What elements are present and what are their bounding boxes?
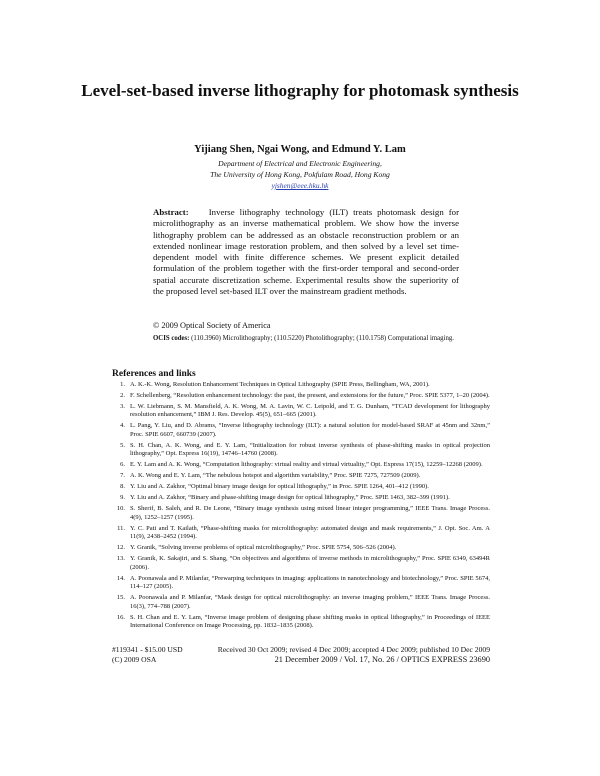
ocis-label: OCIS codes: (153, 335, 190, 342)
reference-text: A. K.-K. Wong, Resolution Enhancement Techniques in Optical Lithography (SPIE Press, Bellingham, WA, 2001). (130, 381, 430, 388)
reference-text: A. Poonawala and P. Milanfar, “Mask design for optical microlithography: an inverse imaging problem,” IEEE Trans. Image Process. 16(3), 774–788 (2007). (130, 594, 490, 610)
reference-text: S. Sherif, B. Saleh, and R. De Leone, “Binary image synthesis using mixed linear integer programming,” IEEE Trans. Image Process. 4(9), 1252–1257 (1995). (130, 505, 490, 521)
reference-number: 6. (120, 461, 125, 469)
reference-text: A. Poonawala and P. Milanfar, “Prewarping techniques in imaging: applications in nanotechnology and biotechnology,” Proc. SPIE 5674, 114–127 (2005). (130, 574, 490, 591)
footer-history: Received 30 Oct 2009; revised 4 Dec 2009; accepted 4 Dec 2009; published 10 Dec 2009 (217, 645, 490, 654)
reference-text: E. Y. Lam and A. K. Wong, “Computation lithography: virtual reality and virtual virtuality,” Opt. Express 17(15), 12259–12268 (2009). (130, 461, 483, 469)
reference-number: 12. (116, 544, 125, 552)
reference-number: 1. (120, 381, 125, 388)
affiliation-line-2: The University of Hong Kong, Pokfulam Road, Hong Kong (210, 169, 390, 179)
reference-item (112, 594, 490, 611)
page-footer (112, 645, 490, 665)
reference-item (112, 403, 490, 420)
reference-text: Y. Granik, “Solving inverse problems of optical microlithography,” Proc. SPIE 5754, 506–526 (2004). (130, 544, 397, 552)
reference-number: 9. (120, 494, 125, 502)
reference-item (112, 505, 490, 522)
footer-price: #119341 - $15.00 USD (112, 645, 183, 654)
author-list: Yijiang Shen, Ngai Wong, and Edmund Y. Lam (194, 144, 406, 155)
reference-number: 14. (116, 574, 125, 582)
reference-item (112, 422, 490, 439)
abstract-label: Abstract: (153, 207, 189, 217)
reference-item (112, 555, 490, 572)
reference-number: 4. (120, 422, 125, 430)
reference-number: 2. (120, 392, 125, 399)
reference-text: Y. Granik, K. Sakajiri, and S. Shang, “On objectives and algorithms of inverse methods in microlithography,” Proc. SPIE 6349, 63494R (2006). (130, 555, 490, 571)
affiliation-line-1: Department of Electrical and Electronic Engineering, (218, 159, 382, 168)
reference-text: L. Pang, Y. Liu, and D. Abrams, “Inverse lithography technology (ILT): a natural solution for model-based SRAF at 45nm and 32nm,” Proc. SPIE 6607, 660739 (2007). (130, 422, 490, 438)
reference-number: 7. (120, 472, 125, 480)
reference-number: 11. (117, 524, 125, 532)
footer-copyright: (C) 2009 OSA (112, 655, 157, 664)
reference-item (112, 442, 490, 459)
reference-text: Y. Liu and A. Zakhor, “Optimal binary image design for optical lithography,” in Proc. SPIE 1264, 401–412 (1990). (130, 483, 429, 491)
reference-text: S. H. Chan and E. Y. Lam, “Inverse image problem of designing phase shifting masks in optical lithography,” in Proceedings of IEEE International Conference on Image Processing, pp. 1832–1835 (2008). (130, 613, 490, 630)
reference-number: 8. (120, 483, 125, 491)
reference-text: Y. C. Pati and T. Kailath, “Phase-shifting masks for microlithography: automated design and mask requirements,” J. Opt. Soc. Am. A 11(9), 2438–2452 (1994). (130, 524, 490, 541)
reference-text: S. H. Chan, A. K. Wong, and E. Y. Lam, “Initialization for robust inverse synthesis of phase-shifting masks in optical projection lithography,” Opt. Express 16(19), 14746–14760 (2008). (130, 441, 490, 458)
reference-item (112, 494, 490, 502)
ocis-text: (110.3960) Microlithography; (110.5220) Photolithography; (110.1758) Computational imaging. (191, 335, 454, 342)
reference-number: 13. (116, 555, 125, 563)
ocis-codes (153, 334, 459, 343)
affiliation (60, 159, 540, 180)
references-heading: References and links (112, 369, 196, 379)
footer-journal-info: 21 December 2009 / Vol. 17, No. 26 / OPTICS EXPRESS 23690 (274, 655, 490, 664)
author-email-link[interactable]: yjshen@eee.hku.hk (271, 181, 329, 190)
abstract (153, 207, 459, 297)
reference-number: 16. (116, 613, 125, 621)
abstract-text: Inverse lithography technology (ILT) treats photomask design for microlithography as an inverse mathematical problem. We show how the inverse lithography problem can be addressed as an obstacle reconstruction problem or an extended nonlinear image restoration problem, and then solved by a level set time-dependent model with finite difference schemes. We present explicit detailed formulation of the problem together with the first-order temporal and second-order spatial accurate discretization scheme. Experimental results show the superiority of the proposed level set-based ILT over the mainstream gradient methods. (153, 207, 460, 297)
reference-number: 5. (120, 441, 125, 449)
reference-item (112, 525, 490, 542)
reference-item (112, 483, 490, 491)
paper-title: Level-set-based inverse lithography for photomask synthesis (81, 81, 519, 100)
reference-item (112, 392, 490, 400)
reference-list (112, 381, 490, 633)
reference-number: 10. (116, 505, 125, 513)
reference-text: L. W. Liebmann, S. M. Mansfield, A. K. Wong, M. A. Lavin, W. C. Leipold, and T. G. Dunham, “TCAD development for lithography resolution enhancement,” IBM J. Res. Develop. 45(5), 651–665 (2001). (130, 403, 490, 419)
reference-number: 3. (120, 403, 125, 410)
reference-item (112, 461, 490, 469)
reference-text: Y. Liu and A. Zakhor, “Binary and phase-shifting image design for optical lithography,” Proc. SPIE 1463, 382–399 (1991). (130, 494, 450, 502)
copyright-notice: © 2009 Optical Society of America (153, 321, 271, 330)
reference-item (112, 381, 490, 389)
reference-text: F. Schellenberg, “Resolution enhancement technology: the past, the present, and extensions for the future,” Proc. SPIE 5377, 1–20 (2004). (130, 392, 490, 399)
reference-text: A. K. Wong and E. Y. Lam, “The nebulous hotspot and algorithm variability,” Proc. SPIE 7275, 727509 (2009). (130, 472, 421, 480)
reference-item (112, 614, 490, 631)
reference-number: 15. (116, 594, 125, 602)
reference-item (112, 472, 490, 480)
reference-item (112, 544, 490, 552)
reference-item (112, 575, 490, 592)
